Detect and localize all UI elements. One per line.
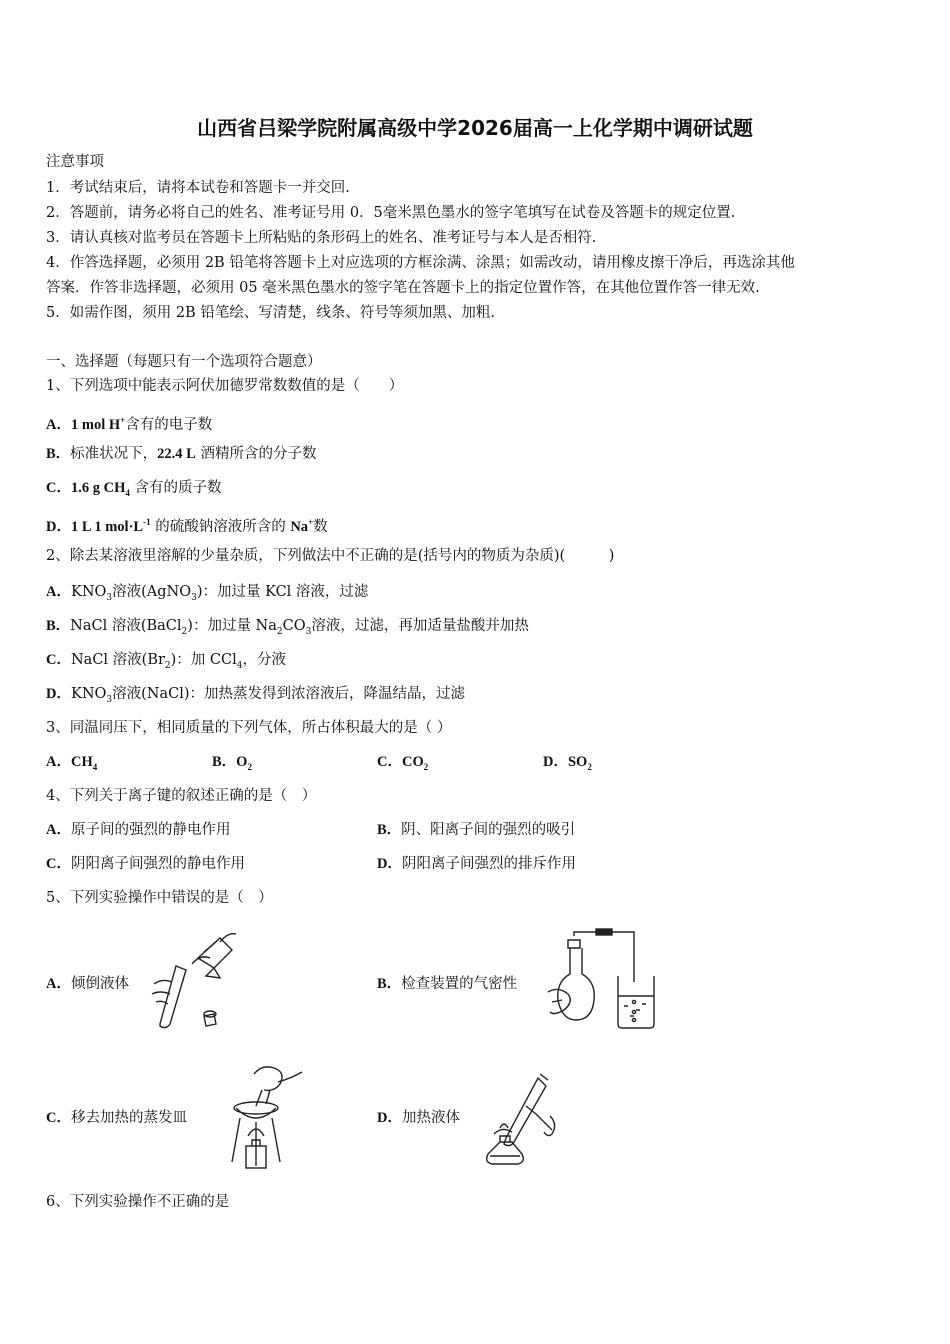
q4-d-text: 阴阳离子间强烈的排斥作用 — [401, 856, 576, 872]
q3-b-sub: 2 — [247, 761, 252, 772]
q1-d-ion: Na — [290, 518, 309, 535]
notice-item-4-cont: 答案．作答非选择题，必须用 05 毫米黑色墨水的签字笔在答题卡上的指定位置作答，在其他位置作答一律无效. — [46, 280, 760, 296]
q4-c-text: 阴阳离子间强烈的静电作用 — [70, 856, 245, 872]
q2-c-s2: 4 — [236, 660, 243, 671]
q3-d-sub: 2 — [587, 761, 592, 772]
q1-d-charge: + — [308, 517, 314, 527]
q2-d-s1: 3 — [106, 694, 113, 705]
q2-b-t4: 溶液，过滤，再加适量盐酸并加热 — [311, 618, 529, 634]
q5-stem: 5、下列实验操作中错误的是（ ） — [46, 890, 273, 906]
q2-option-c — [46, 650, 286, 676]
q2-a-t2: 溶液(AgNO — [112, 584, 192, 600]
option-label: C． — [377, 754, 402, 770]
q4-stem: 4、下列关于离子键的叙述正确的是（ ） — [46, 788, 317, 804]
q1-c-text: 含有的质子数 — [129, 480, 222, 496]
q3-d-formula: SO — [567, 754, 588, 770]
option-label: A． — [46, 976, 71, 992]
notice-item-2: 2．答题前，请务必将自己的姓名、准考证号用 0．5毫米黑色墨水的签字笔填写在试卷及答题卡的规定位置. — [46, 205, 736, 221]
q1-d-text2: 数 — [313, 518, 328, 535]
option-label: B． — [212, 754, 237, 770]
q1-stem: 1、下列选项中能表示阿伏加德罗常数数值的是（ ） — [46, 378, 404, 394]
q3-b-formula: O — [236, 754, 248, 770]
q4-option-b — [377, 820, 575, 840]
q1-b-text2: 酒精所含的分子数 — [195, 446, 317, 462]
section-heading: 一、选择题（每题只有一个选项符合题意） — [46, 354, 322, 370]
page-title: 山西省吕梁学院附属高级中学2026届高一上化学期中调研试题 — [197, 116, 753, 140]
evaporating-dish-figure — [226, 1062, 308, 1174]
notice-item-3: 3．请认真核对监考员在答题卡上所粘贴的条形码上的姓名、准考证号与本人是否相符. — [46, 230, 597, 246]
q1-d-conc: 1 L 1 mol·L — [70, 518, 144, 535]
option-label: C． — [46, 480, 71, 496]
q2-d-t1: KNO — [70, 686, 107, 702]
q2-a-t1: KNO — [70, 584, 107, 600]
q3-option-a — [46, 752, 97, 777]
option-label: A． — [46, 822, 71, 838]
q5-b-text: 检查装置的气密性 — [401, 976, 518, 992]
q5-option-b — [377, 974, 517, 994]
q5-a-text: 倾倒液体 — [70, 976, 129, 992]
q2-c-t2: )：加 CCl — [170, 652, 237, 668]
q1-option-a — [46, 410, 212, 435]
option-label: B． — [377, 822, 402, 838]
q1-d-exp: -1 — [143, 517, 151, 527]
option-label: B． — [46, 618, 71, 634]
q1-b-text: 标准状况下， — [70, 446, 158, 462]
option-label: D． — [377, 856, 402, 872]
q3-a-formula: CH — [70, 754, 93, 770]
option-label: C． — [46, 856, 71, 872]
q5-option-a — [46, 974, 129, 994]
option-label: B． — [377, 976, 402, 992]
option-label: C． — [46, 652, 71, 668]
q1-a-charge: + — [120, 415, 126, 425]
q2-a-s2: 3 — [191, 592, 197, 603]
notice-item-1: 1．考试结束后，请将本试卷和答题卡一并交回. — [46, 180, 350, 196]
q2-option-a — [46, 582, 368, 608]
option-label: D． — [377, 1110, 402, 1126]
q4-option-c — [46, 854, 245, 874]
option-label: A． — [46, 584, 71, 600]
q1-option-d — [46, 512, 328, 537]
q2-b-t1: NaCl 溶液(BaCl — [70, 618, 182, 634]
option-label: D． — [46, 686, 71, 702]
q3-option-b — [212, 752, 252, 777]
q3-stem: 3、同温同压下，相同质量的下列气体，所占体积最大的是（ ） — [46, 720, 452, 736]
q1-option-b — [46, 444, 316, 464]
q1-option-c — [46, 478, 221, 503]
q2-c-s1: 2 — [164, 660, 171, 671]
q4-option-d — [377, 854, 576, 874]
q2-stem: 2、除去某溶液里溶解的少量杂质，下列做法中不正确的是(括号内的物质为杂质)( ) — [46, 548, 615, 564]
q1-d-text: 的硫酸钠溶液所含的 — [150, 518, 291, 535]
option-label: C． — [46, 1110, 71, 1126]
q2-a-s1: 3 — [106, 592, 113, 603]
notice-item-5: 5．如需作图，须用 2B 铅笔绘、写清楚，线条、符号等须加黑、加粗. — [46, 305, 495, 321]
option-label: D． — [543, 754, 568, 770]
notice-heading: 注意事项 — [46, 154, 104, 170]
q1-a-text: 含有的电子数 — [125, 416, 213, 433]
q1-b-volume: 22.4 L — [157, 446, 196, 462]
q3-c-sub: 2 — [423, 761, 429, 772]
q2-option-b — [46, 616, 529, 642]
option-label: A． — [46, 416, 71, 433]
q3-option-c — [377, 752, 428, 777]
option-label: B． — [46, 446, 71, 462]
q3-option-d — [543, 752, 592, 777]
q2-b-s3: 3 — [305, 626, 312, 637]
heating-liquid-figure — [478, 1072, 568, 1168]
q2-b-t3: CO — [282, 618, 306, 634]
q4-option-a — [46, 820, 230, 840]
q2-b-t2: )：加过量 Na — [187, 618, 277, 634]
option-label: A． — [46, 754, 71, 770]
notice-item-4: 4．作答选择题，必须用 2B 铅笔将答题卡上对应选项的方框涂满、涂黑；如需改动，请用橡皮擦干净后，再选涂其他 — [46, 255, 795, 271]
q2-a-t3: )：加过量 KCl 溶液，过滤 — [196, 584, 369, 600]
q2-c-t3: ，分液 — [242, 652, 286, 668]
q1-c-sub: 4 — [125, 487, 130, 498]
q2-b-s1: 2 — [181, 626, 188, 637]
q2-c-t1: NaCl 溶液(Br — [70, 652, 165, 668]
airtightness-check-figure — [546, 928, 670, 1032]
q5-option-d — [377, 1108, 460, 1128]
q5-d-text: 加热液体 — [401, 1110, 460, 1126]
option-label: D． — [46, 518, 71, 535]
q6-stem: 6、下列实验操作不正确的是 — [46, 1194, 230, 1210]
pouring-liquid-figure — [148, 928, 238, 1032]
q4-a-text: 原子间的强烈的静电作用 — [70, 822, 231, 838]
q1-c-formula: 1.6 g CH — [70, 480, 126, 496]
q1-a-formula: 1 mol H — [70, 416, 121, 433]
q4-b-text: 阴、阳离子间的强烈的吸引 — [401, 822, 576, 838]
q3-a-sub: 4 — [92, 761, 98, 772]
q5-c-text: 移去加热的蒸发皿 — [70, 1110, 187, 1126]
q2-option-d — [46, 684, 465, 710]
q3-c-formula: CO — [401, 754, 424, 770]
q2-d-t2: 溶液(NaCl)：加热蒸发得到浓溶液后，降温结晶，过滤 — [112, 686, 466, 702]
q5-option-c — [46, 1108, 187, 1128]
q2-b-s2: 2 — [276, 626, 283, 637]
